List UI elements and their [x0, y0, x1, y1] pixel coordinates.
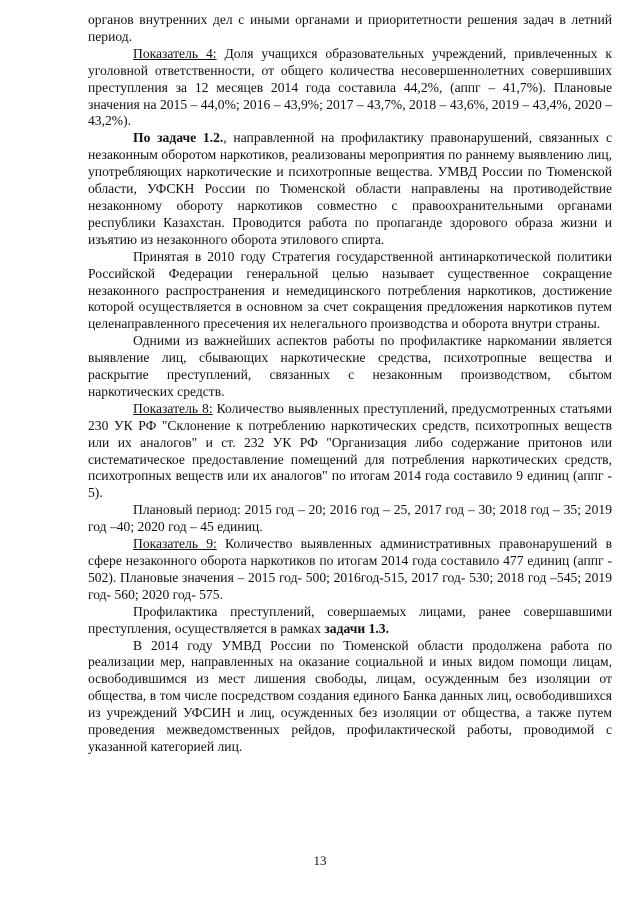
- paragraph-text: Профилактика преступлений, совершаемых лицами, ранее совершавшими преступления, осуществляется в рамках: [88, 603, 612, 636]
- paragraph-indicator-8: [88, 401, 612, 502]
- paragraph-prevention: [88, 604, 612, 638]
- task-label: По задаче 1.2.: [133, 130, 224, 146]
- paragraph-text: Плановый период: 2015 год – 20; 2016 год – 25, 2017 год – 30; 2018 год – 35; 2019 год –40; 2020 год – 45 единиц.: [88, 502, 612, 535]
- page-number: 13: [313, 853, 327, 868]
- paragraph-2014-work: [88, 638, 612, 756]
- paragraph-task-1-2: [88, 130, 612, 248]
- paragraph-text: органов внутренних дел с иными органами и приоритетности решения задач в летний период.: [88, 12, 612, 44]
- paragraph-text: Количество выявленных преступлений, предусмотренных статьями 230 УК РФ "Склонение к потреблению наркотических средств, психотропных веществ или их аналогов" и ст. 232 УК РФ "Организация либо содержание притонов или систематическое предоставление помещений для потребления наркотических средств, психотропных веществ или их аналогов" по итогам 2014 года составило 9 единиц (аппг - 5).: [88, 400, 612, 501]
- indicator-label: Показатель 8:: [133, 400, 213, 416]
- paragraph-text: , направленной на профилактику правонарушений, связанных с незаконным оборотом наркотиков, реализованы мероприятия по раннему выявлению лиц, употребляющих наркотические и психотропные вещества. УМВД России по Тюменской области, УФСКН России по Тюменской области направлены на противодействие незаконному обороту наркотиков совместно с правоохранительными органами республики Казахстан. Проводится работа по пропаганде здорового образа жизни и изъятию из незаконного оборота этилового спирта.: [88, 130, 612, 247]
- paragraph-text: Одними из важнейших аспектов работы по профилактике наркомании является выявление лиц, сбывающих наркотические средства, психотропные вещества и раскрытие преступлений, связанных с незаконным производством, сбытом наркотических средств.: [88, 333, 612, 399]
- paragraph-text: Принятая в 2010 году Стратегия государственной антинаркотической политики Российской Федерации генеральной целью называет существенное сокращение незаконного распространения и немедицинского потребления наркотиков, достижение которой осуществляется в основном за счет сокращения предложения наркотиков путем целенаправленного пресечения их нелегального производства и оборота внутри страны.: [88, 248, 612, 332]
- indicator-label: Показатель 4:: [133, 45, 217, 61]
- task-label: задачи 1.3.: [324, 620, 389, 636]
- paragraph-text: Количество выявленных административных правонарушений в сфере незаконного оборота наркотиков по итогам 2014 года составило 477 единиц (аппг - 502). Плановые значения – 2015 год- 500; 2016год-515, 2017 год- 530; 2018 год –545; 2019 год- 560; 2020 год- 575.: [88, 536, 613, 602]
- paragraph-indicator-4: [88, 46, 612, 131]
- paragraph-aspects: [88, 333, 612, 401]
- paragraph-text: В 2014 году УМВД России по Тюменской области продолжена работа по реализации мер, направленных на оказание социальной и иных видом помощи лицам, освободившимся из мест лишения свободы, лицам, осужденным без изоляции от общества, в том числе посредством создания единого Банка данных лиц, освободившихся из учреждений УФСИН и лиц, осужденных без изоляции от общества, а также путем проведения межведомственных рейдов, профилактической работы, проводимой с указанной категорией лиц.: [88, 637, 612, 754]
- paragraph-strategy: [88, 249, 612, 334]
- paragraph-continuation: [88, 12, 612, 46]
- paragraph-indicator-9: [88, 536, 612, 604]
- indicator-label: Показатель 9:: [133, 536, 217, 552]
- body-text: [88, 12, 612, 756]
- paragraph-plan-period: [88, 502, 612, 536]
- paragraph-text: Доля учащихся образовательных учреждений, привлеченных к уголовной ответственности, от общего количества несовершеннолетних совершивших преступления за 12 месяцев 2014 года составила 44,2%, (аппг – 41,7%). Плановые значения на 2015 – 44,0%; 2016 – 43,9%; 2017 – 43,7%, 2018 – 43,6%, 2019 – 43,4%, 2020 – 43,2%).: [88, 45, 612, 129]
